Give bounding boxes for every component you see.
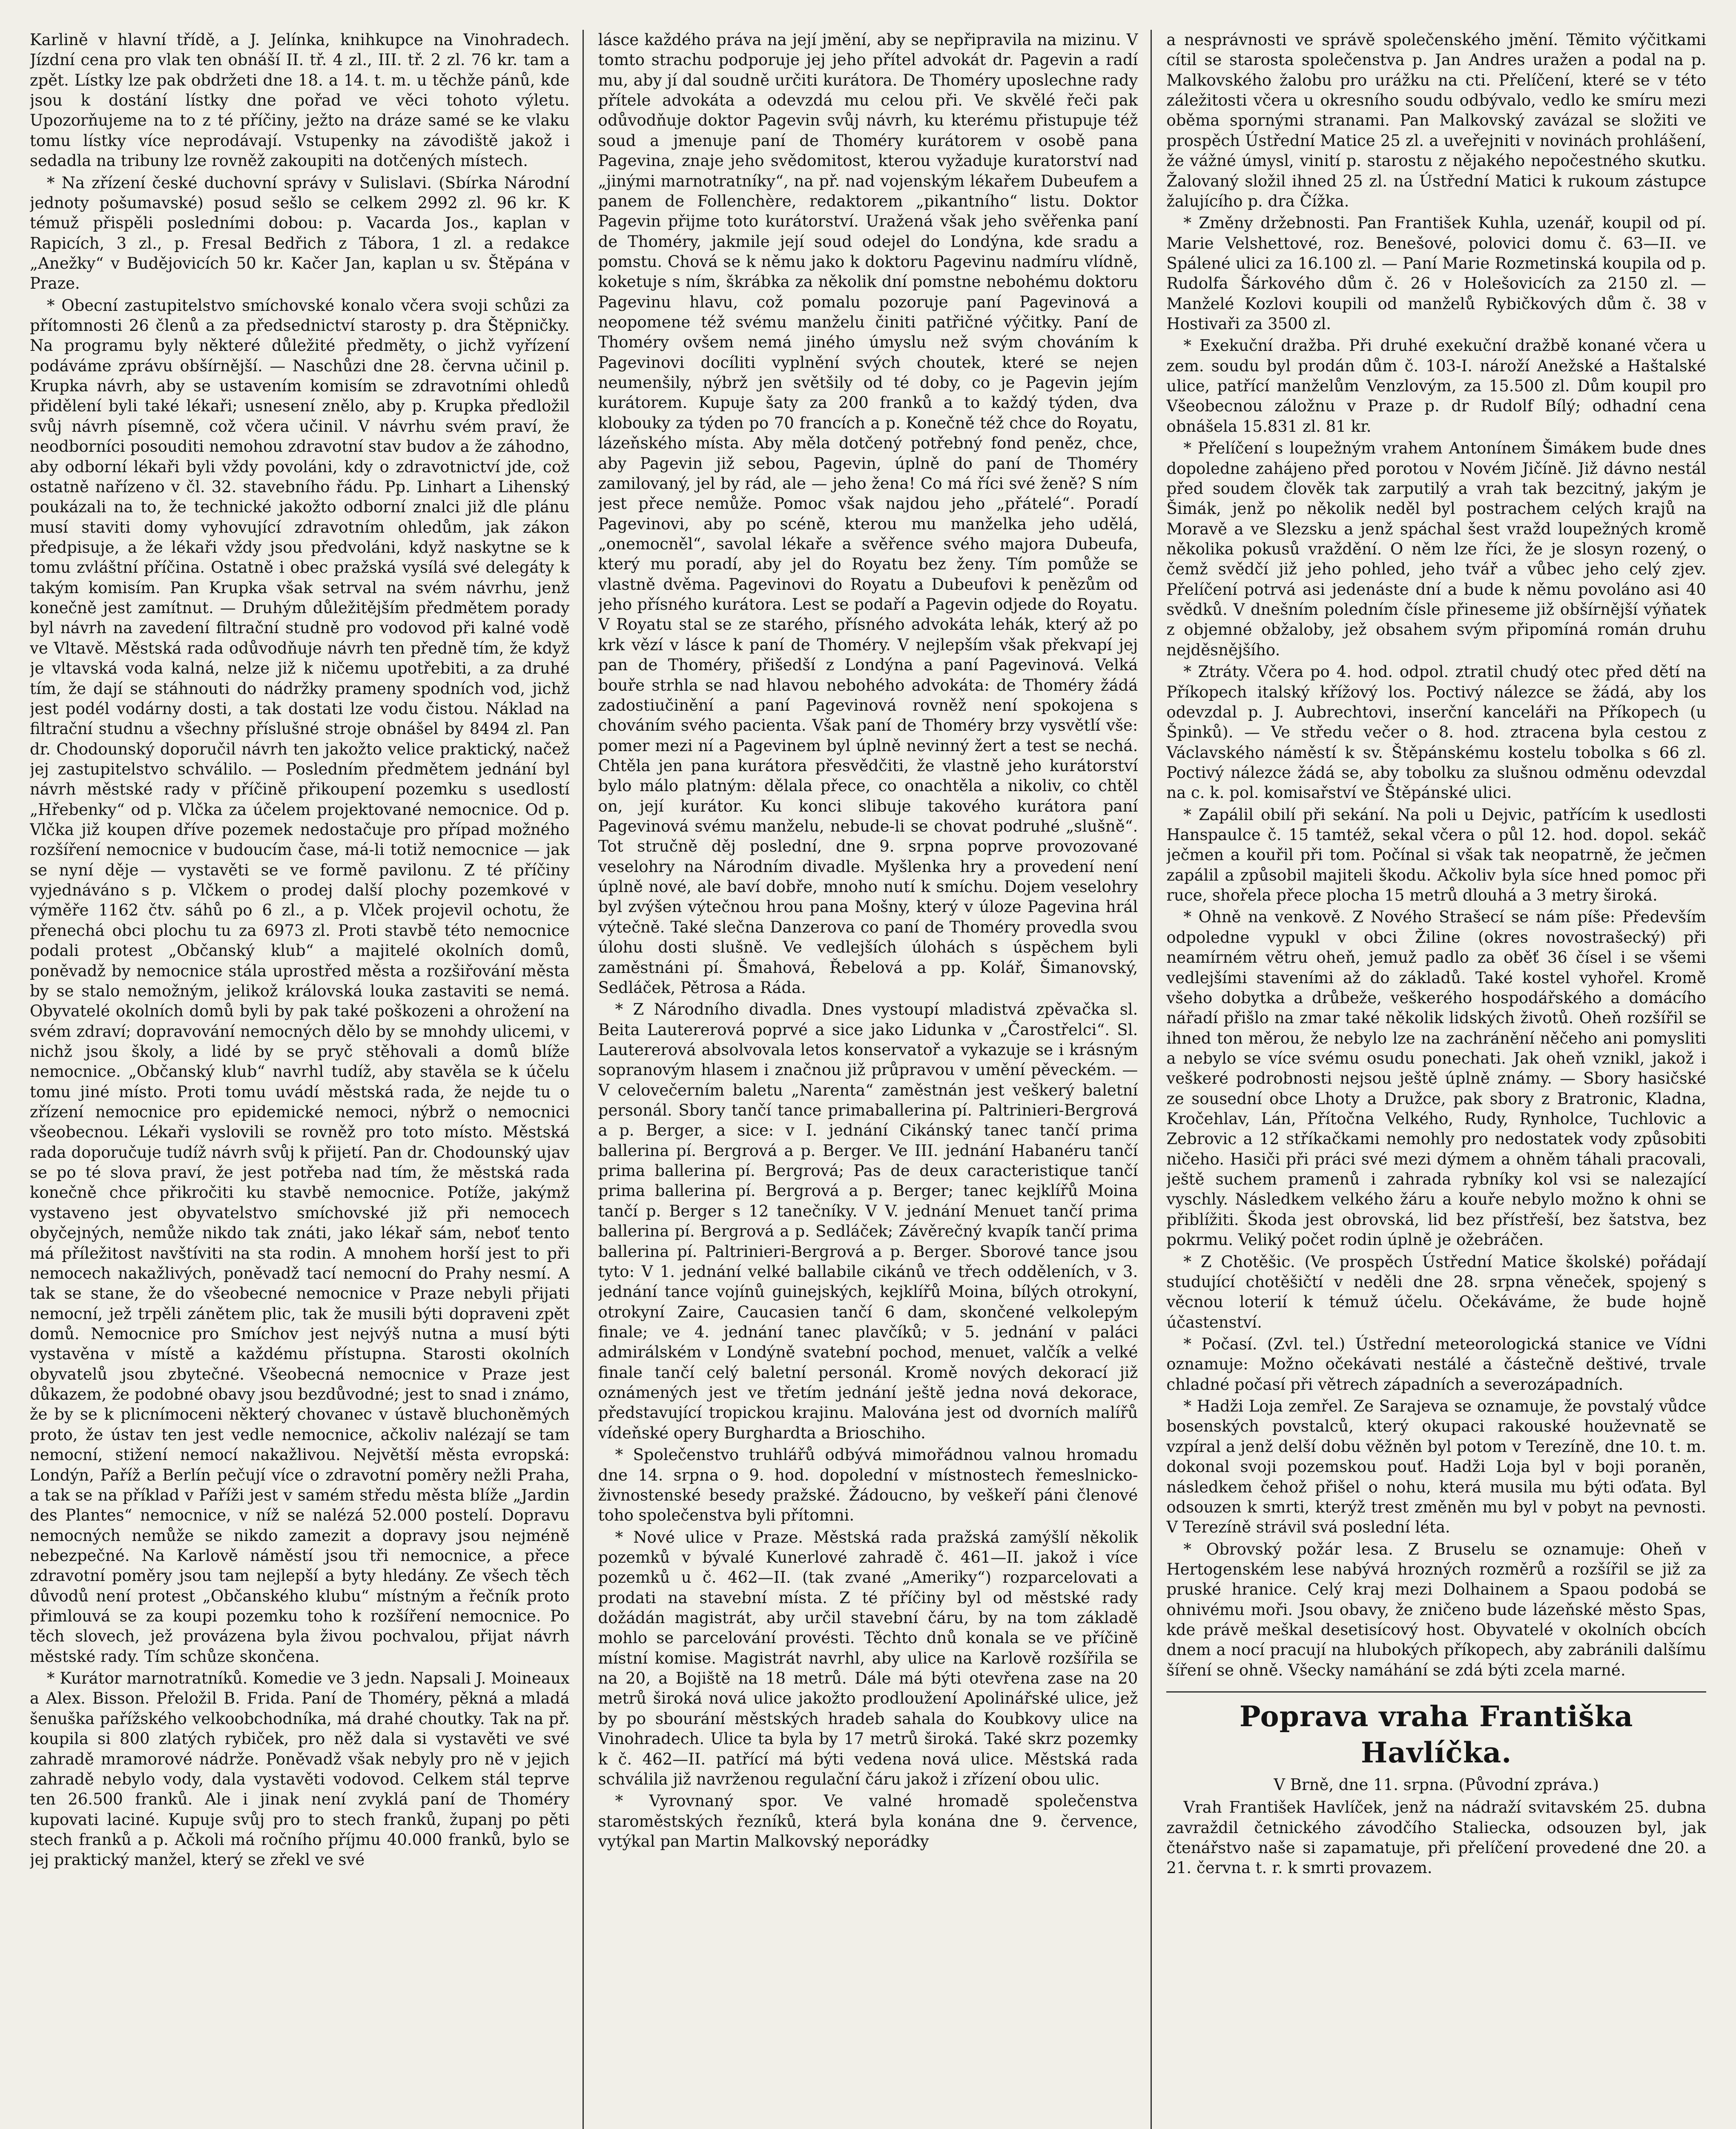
- article-paragraph: * Počasí. (Zvl. tel.) Ústřední meteorologická stanice ve Vídni oznamuje: Možno očekávati nestálé a částečně deštivé, trvale chladné počasí při větrech západních a severozápadních.: [1166, 1335, 1707, 1394]
- article-paragraph: * Ohně na venkově. Z Nového Strašecí se nám píše: Především odpoledne vypukl v obci Žiline (okres novostrašecký) při neamírném větru oheň, jemuž padlo za oběť 36 čísel i se všemi vedlejšími staveními až do základů. Také kostel vyhořel. Kromě všeho dobytka a drůbeže, veškerého hospodářského a domácího nářadí přišlo na zmar také několik lidských životů. Oheň rozšířil se ihned ton měrou, že nebylo lze na zachránění něčeho ani pomysliti a nebylo se více svému osudu ponechati. Jak oheň vznikl, jakož i veškeré podrobnosti nejsou ještě úplně známy. — Sbory hasičské ze sousední obce Lhoty a Družce, pak sbory z Bratronic, Kladna, Kročehlav, Lán, Přítočna Velkého, Rudy, Rynholce, Tuchlovic a Zebrovic a 12 stříkačkami nemohly pro nedostatek vody způsobiti ničeho. Hasiči při práci své mezi dýmem a ohněm táhali pracovali, ještě suchem pramenů i zahrada rybníky kol vsi se nalezající vyschly. Následkem velkého žáru a kouře nebylo možno k ohni se přiblížiti. Škoda jest obrovská, lid bez přístřeší, bez šatstva, bez pokrmu. Veliký počet rodin úplně je ožebráčen.: [1166, 908, 1707, 1249]
- article-paragraph: * Obecní zastupitelstvo smíchovské konalo včera svoji schůzi za přítomnosti 26 členů a za předsednictví starosty p. dra Štěpničky. Na programu byly některé důležité předměty, o jichž vyřízení podáváme zprávu obšírnější. — Naschůzi dne 28. června učinil p. Krupka návrh, aby se ustavením komisím se zdravotními ohledů přidělení byli také lékaři; usnesení znělo, aby p. Krupka předložil svůj návrh písemně, což včera učinil. V návrhu svém praví, že neodborníci posouditi nemohou zdravotní stav budov a že záhodno, aby odborní lékaři byli vždy povoláni, kdy o zdravotnictví jde, což ostatně nařízeno v čl. 32. stavebního řádu. Pp. Linhart a Lihenský poukázali na to, že technické jakožto odborní znalci již dle plánu musí staviti domy vyhovující zdravotním ohledům, jak zákon předpisuje, a že lékaři vždy jsou předvoláni, když naskytne se k tomu zvláštní příčina. Ostatně i obec pražská vysílá své delegáty k takým komisím. Pan Krupka však setrval na svém návrhu, jenž konečně jest zamítnut. — Druhým důležitějším předmětem porady byl návrh na zavedení filtrační studně pro vodovod při kalné vodě ve Vltavě. Městská rada odůvodňuje návrh ten předně tím, že když je vltavská voda kalná, nelze již k ničemu upotřebiti, a za druhé tím, že dají se stáhnouti do nádržky prameny spodních vod, jichž jest podél vodárny dosti, a tak dostati lze vodu čistou. Náklad na filtrační studnu a všechny příslušné stroje obnášel by 8494 zl. Pan dr. Chodounský doporučil návrh ten jakožto velice praktický, načež jej zastupitelstvo schválilo. — Posledním předmětem jednání byl návrh městské rady v příčině přikoupení pozemku s usedlostí „Hřebenky“ od p. Vlčka za účelem projektované nemocnice. Od p. Vlčka již koupen dříve pozemek nedostačuje pro případ možného rozšíření nemocnice v budoucím čase, má-li totiž nemocnice — jak se nyní děje — vystavěti se ve formě pavilonu. Z té příčiny vyjednáváno s p. Vlčkem o prodej další plochy pozemkové v výměře 1162 čtv. sáhů po 6 zl., a p. Vlček projevil ochotu, že přenechá obci plochu tu za 6973 zl. Proti stavbě této nemocnice podali protest „Občanský klub“ a majitelé okolních domů, poněvadž by nemocnice stála uprostřed města a rozšiřování města by se stalo nemožným, jelikož královská louka zastaviti se nemá. Obyvatelé okolních domů byli by pak také poškozeni a ohrožení na svém zdraví; dopravování nemocných dělo by se mnohdy ulicemi, v nichž jsou školy, a lidé by se pryč stěhovali a domů blíže nemocnice. „Občanský klub“ navrhl tudíž, aby stavěla se k účelu tomu jiné místo. Proti tomu uvádí městská rada, že nejde tu o zřízení nemocnice pro epidemické nemoci, nýbrž o nemocnici všeobecnou. Lékaři vyslovili se rovněž pro toto místo. Městská rada doporučuje tudíž návrh svůj k přijetí. Pan dr. Chodounský ujav se po té slova praví, že jest potřeba nad tím, že městská rada konečně chce přikročiti ku stavbě nemocnice. Potíže, jakýmž vystaveno jest obyvatelstvo smíchovské již při nemocech obyčejných, nemůže nikdo tak znáti, jako lékař sám, neboť tento má příležitost navštíviti na sta rodin. A mnohem horší jest to při nemocech nakažlivých, poněvadž tací nemocní do Prahy nesmí. A tak se stane, že do všeobecné nemocnice v Praze nebyli přijati nemocní, jež trpěli zánětem plic, tak že musili býti dopraveni zpět domů. Nemocnice pro Smíchov jest nejvýš nutna a musí býti vystavěna v místě a každému přístupna. Starosti okolních obyvatelů jsou zbytečné. Všeobecná nemocnice v Praze jest důkazem, že podobné obavy jsou bezdůvodné; jest to snad i známo, že by se k plicnímoceni některý chovanec v ústavě bluchoněmých proto, že ústav ten jest vedle nemocnice, ačkoliv nalézají se tam nemocní, stižení nemocí nakažlivou. Největší města evropská: Londýn, Paříž a Berlín pečují více o zdravotní poměry nežli Praha, a tak se na příklad v Paříži jest v samém středu města blíže „Jardin des Plantes“ nemocnice, v níž se nalézá 52.000 postelí. Dopravu nemocných nemůže se nikdo zamezit a dopravy jsou nejméně nebezpečné. Na Karlově náměstí jsou tři nemocnice, a přece zdravotní poměry jsou tam nejlepší a byty hledány. Ze všech těch důvodů není protest „Občanského klubu“ místným a řečník proto přimlouvá se za koupi pozemku toho k rozšíření nemocnice. Po těch slovech, jež provázena byla živou pochvalou, přijat návrh městské rady. Tím schůze skončena.: [30, 296, 570, 1666]
- column-right: [1166, 30, 1706, 2129]
- article-paragraph: * Obrovský požár lesa. Z Bruselu se oznamuje: Oheň v Hertogenském lese nabývá hrozných rozměrů a rozšířil se již za pruské hranice. Celý kraj mezi Dolhainem a Spaou podobá se ohnivému moři. Jsou obavy, že zničeno bude lázeňské město Spas, kde právě meškal desetisícový host. Obyvatelé v okolních obcích dnem a nocí pracují na hlubokých příkopech, aby zabránili dalšímu šíření se ohně. Všecky namáhání se zdá býti zcela marné.: [1166, 1540, 1707, 1679]
- article-dateline: V Brně, dne 11. srpna. (Původní zpráva.): [1274, 1776, 1599, 1794]
- column-middle: [598, 30, 1152, 2129]
- article-paragraph: lásce každého práva na její jmění, aby se nepřipravila na mizinu. V tomto strachu podporuje jej jeho přítel advokát dr. Pagevin a radí mu, aby jí dal soudně určiti kurátora. De Thoméry uposlechne rady přítele advokáta a odevzdá mu celou při. Ve skvělé řeči pak odůvodňuje doktor Pagevin svůj návrh, ku kterému přistupuje též soud a jmenuje paní de Thoméry kurátorem v osobě pana Pagevina, znaje jeho svědomitost, kterou vyžaduje kuratorství nad „jinými marnotratníky“, na př. nad vojenským lékařem Dubeufem a panem de Follenchère, redaktorem „pikantního“ listu. Doktor Pagevin přijme toto kurátorství. Uražená však jeho svěřenka paní de Thoméry, jakmile její soud odejel do Londýna, kde sradu a pomstu. Chová se k němu jako k doktoru Pagevinu nadmíru vlídně, koketuje s ním, škrábka za několik dní pomstne nebohému doktoru Pagevinu hlavu, což pomalu pozoruje paní Pagevinová a neopomene též svému manželu činiti patřičné výčitky. Paní de Thoméry ovšem nemá jiného úmyslu než svým chováním k Pagevinovi docíliti vyplnění svých choutek, které se nejen neumenšily, nýbrž jen světšily od té doby, co je Pagevin jejím kurátorem. Kupuje šaty za 200 franků a to každý týden, dva klobouky za týden po 70 francích a p. Konečně též chce do Royatu, lázeňského místa. Aby měla dotčený potřebný fond peněz, chce, aby Pagevin již sebou, Pagevin, úplně do paní de Thoméry zamilovaný, jel by rád, ale — jeho žena! Co má říci své ženě? S ním jest přece nemůže. Pomoc však najdou jeho „přátelé“. Poradí Pagevinovi, aby po scéně, kterou mu manželka jeho udělá, „onemocněl“, savolal lékaře a svěřence svého majora Dubeufa, který mu poradí, aby jel do Royatu bez ženy. Tím pomůže se vlastně dvěma. Pagevinovi do Royatu a Dubeufovi k penězům od jeho přísného kurátora. Lest se podaří a Pagevin odjede do Royatu. V Royatu stal se ze starého, přísného advokáta lehák, který až po krk vězí v lásce k paní de Thoméry. V nejlepším však překvapí jej pan de Thoméry, přišedší z Londýna a paní Pagevinová. Velká bouře strhla se nad hlavou nebohého advokáta: de Thoméry žádá zadostiučinění a paní Pagevinová rovněž není spokojena s chováním svého pacienta. Však paní de Thoméry brzy vysvětlí vše: pomer mezi ní a Pagevinem byl úplně nevinný žert a test se nechá. Chtěla jen pana kurátora přesvědčiti, že vlastně jeho kurátorství bylo málo platným: dělala přece, co onachtěla a nikoliv, co chtěl on, její kurátor. Ku konci slibuje takového kurátora paní Pagevinová svému manželu, nebude-li se chovat podruhé „slušně“. Tot stručně děj poslední, dne 9. srpna poprve provozované veselohry na Národním divadle. Myšlenka hry a provedení není úplně nové, ale baví dobře, mnoho nutí k smíchu. Dojem veselohry byl zvýšen výtečnou hrou pana Mošny, který v úloze Pagevina hrál výtečně. Také slečna Danzerova co paní de Thoméry provedla svou úlohu dosti slušně. Ve vedlejších úlohách s úspěchem byli zaměstnáni pí. Šmahová, Řebelová a pp. Kolář, Šimanovský, Sedláček, Pětrosa a Ráda.: [598, 31, 1138, 997]
- article-paragraph: * Ztráty. Včera po 4. hod. odpol. ztratil chudý otec před dětí na Příkopech italský křížový los. Poctivý nálezce se žádá, aby los odevzdal p. J. Aubrechtovi, inserční kanceláři na Příkopech (u Špinků). — Ve středu večer o 8. hod. ztracena byla cestou z Václavského náměstí k sv. Štěpánskému kostelu tobolka s 66 zl. Poctivý nálezce žádá se, aby tobolku za slušnou odměnu odevzdal na c. k. pol. komisařství ve Štěpánské ulici.: [1166, 663, 1707, 802]
- text-columns: [30, 30, 1706, 2129]
- column-left: [30, 30, 584, 2129]
- article-paragraph: * Kurátor marnotratníků. Komedie ve 3 jedn. Napsali J. Moineaux a Alex. Bisson. Přeložil B. Frida. Paní de Thoméry, pěkná a mladá šenuška pařížského velkoobchodníka, má drahé choutky. Tak na př. koupila si 800 zlatých rybiček, pro něž dala si vystavěti ve své zahradě mramorové nádrže. Poněvadž však nebyly pro ně v jejich zahradě nebylo vody, dala vystavěti vodovod. Celkem stál teprve ten 26.500 franků. Ale i jinak není zvyklá paní de Thoméry kupovati laciné. Kupuje svůj pro to stech franků, županj po pěti stech franků a p. Ačkoli má ročního příjmu 40.000 franků, bylo se jej praktický manžel, který se zřekl ve své: [30, 1669, 570, 1869]
- article-paragraph: * Společenstvo truhlářů odbývá mimořádnou valnou hromadu dne 14. srpna o 9. hod. dopolední v místnostech řemeslnicko-živnostenské besedy pražské. Žádoucno, by veškeří páni členové toho společenstva byli přítomni.: [598, 1446, 1138, 1525]
- article-paragraph: * Z Chotěšic. (Ve prospěch Ústřední Matice školské) pořádají studující chotěšičtí v neděli dne 28. srpna věneček, spojený s věcnou loterií k témuž účelu. Očekáváme, že bude hojně účastenství.: [1166, 1252, 1707, 1331]
- article-paragraph: * Na zřízení české duchovní správy v Sulislavi. (Sbírka Národní jednoty pošumavské) posud sešlo se celkem 2992 zl. 96 kr. K témuž přispěli posledními dobou: p. Vacarda Jos., kaplan v Rapicích, 3 zl., p. Fresal Bedřich z Tábora, 1 zl. a redakce „Anežky“ v Budějovicích 50 kr. Kačer Jan, kaplan u sv. Štěpána v Praze.: [30, 173, 570, 293]
- article-headline: Poprava vraha Františka Havlíčka.: [1166, 1691, 1706, 1770]
- article-paragraph: Karlině v hlavní třídě, a J. Jelínka, knihkupce na Vinohradech. Jízdní cena pro vlak ten obnáší II. tř. 4 zl., III. tř. 2 zl. 76 kr. tam a zpět. Lístky lze pak obdržeti dne 18. a 14. t. m. u těchže pánů, kde jsou k dostání lístky dne pořad ve věci tohoto výletu. Upozorňujeme na to z té příčiny, ježto na dráze samé se ke vlaku tomu lístky více neprodávají. Vstupenky na závodiště jakož i sedadla na tribuny lze rovněž zakoupiti na dotčených místech.: [30, 31, 570, 170]
- article-paragraph: * Přelíčení s loupežným vrahem Antonínem Šimákem bude dnes dopoledne zahájeno před porotou v Novém Jičíně. Již dávno nestál před soudem člověk tak zarputilý a vrah tak bezcitný, jakým je Šimák, jenž po několik neděl byl postrachem celých krajů na Moravě a ve Slezsku a jenž spáchal šest vražd loupežných kromě několika pokusů vraždění. O něm lze říci, že je slosyn rozený, o čemž svědčí již jeho pohled, jeho tvář a vůbec jeho celý zjev. Přelíčení potrvá asi jedenáste dní a bude k němu povoláno asi 40 svědků. V dnešním poledním čísle přineseme již obšírnější výňatek z objemné obžaloby, jež obsahem svým připomíná román druhu nejděsnějšího.: [1166, 439, 1707, 659]
- article-paragraph: * Z Národního divadla. Dnes vystoupí mladistvá zpěvačka sl. Beita Lautererová poprvé a sice jako Lidunka v „Čarostřelci“. Sl. Lautererová absolvovala letos konservatoř a vykazuje se i krásným sopranovým hlasem i značnou již průpravou v umění pěveckém. — V celovečerním baletu „Narenta“ zaměstnán jest veškerý baletní personál. Sbory tančí tance primaballerina pí. Paltrinieri-Bergrová a p. Berger, a sice: v I. jednání Cikánský tanec tančí prima ballerina pí. Bergrová a p. Berger. Ve III. jednání Habanéru tančí prima ballerina pí. Bergrová; Pas de deux caracteristique tančí prima ballerina pí. Bergrová a p. Berger; tanec kejklířů Moina tančí p. Berger s 12 tanečníky. V V. jednání Menuet tančí prima ballerina pí. Bergrová a p. Sedláček; Závěrečný kvapík tančí prima ballerina pí. Paltrinieri-Bergrová a p. Berger. Sborové tance jsou tyto: V 1. jednání velké ballabile cikánů ve třech odděleních, v 3. jednání tance vojínů guinejských, kejklířů Moina, bílých otrokyní, otrokyní Zaire, Caucasien tančí 6 dam, skončené velkolepým finale; ve 4. jednání tanec plavčíků; v 5. jednání v paláci admirálském v Londýně svatební pochod, menuet, valčík a velké finale tančí celý baletní personál. Kromě nových dekorací již oznámených jest ve třetím jednání ještě jedna nová dekorace, představující tropickou krajinu. Malována jest od dvorních malířů vídeňské opery Burghardta a Brioschiho.: [598, 1000, 1138, 1442]
- article-paragraph: a nesprávnosti ve správě společenského jmění. Těmito výčitkami cítil se starosta společenstva p. Jan Andres uražen a podal na p. Malkovského žalobu pro urážku na cti. Přelíčení, které se v této záležitosti včera u okresního soudu odbývalo, vedlo ke smíru mezi oběma spornými stranami. Pan Malkovský zavázal se složiti ve prospěch Ústřední Matice 25 zl. a uveřejniti v novinách prohlášení, že vážné úmysl, vinití p. starostu z nějakého nepočestného skutku. Žalovaný složil ihned 25 zl. na Ústřední Matici k rukoum zástupce žalujícího p. dra Čížka.: [1166, 31, 1707, 210]
- article-paragraph: * Nové ulice v Praze. Městská rada pražská zamýšlí několik pozemků v bývalé Kunerlové zahradě č. 461—II. jakož i více pozemků u č. 462—II. (tak zvané „Ameriky“) rozparcelovati a prodati na stavební místa. Z té příčiny byl od městské rady dožádán magistrát, aby určil stavební čáru, by na tom základě mohlo se parcelování provésti. Těchto dnů konala se ve příčině místní komise. Magistrát navrhl, aby ulice na Karlově rozšířila se na 20, a Bojiště na 18 metrů. Dále má býti otevřena zase na 20 metrů široká nová ulice jakožto prodloužení Apolinářské ulice, jež by po sbourání městských hradeb sahala do Koubkovy ulice na Vinohradech. Ulice ta byla by 17 metrů široká. Také skrz pozemky k č. 462—II. patřící má býti vedena nová ulice. Městská rada schválila již navrženou regulační čáru jakož i zřízení obou ulic.: [598, 1528, 1138, 1788]
- article-paragraph: * Exekuční dražba. Při druhé exekuční dražbě konané včera u zem. soudu byl prodán dům č. 103-I. nároží Anežské a Haštalské ulice, patřící manželům Venzlovým, za 15.500 zl. Dům koupil pro Všeobecnou záložnu v Praze p. dr Rudolf Bílý; odhadní cena obnášela 15.831 zl. 81 kr.: [1166, 336, 1707, 436]
- article-paragraph: * Vyrovnaný spor. Ve valné hromadě společenstva staroměstských řezníků, která byla konána dne 9. července, vytýkal pan Martin Malkovský neporádky: [598, 1792, 1138, 1851]
- article-paragraph: * Hadži Loja zemřel. Ze Sarajeva se oznamuje, že povstalý vůdce bosenských povstalců, který okupaci rakouské houževnatě se vzpíral a jenž delší dobu věžněn byl potom v Terezíně, dne 10. t. m. dokonal svoji pozemskou pouť. Hadži Loja byl v boji poraněn, následkem čehož přišel o nohu, která musila mu býti oďata. Byl odsouzen k smrti, kterýž trest změněn mu byl v pobyt na pevnosti. V Terezíně strávil svá poslední léta.: [1166, 1397, 1707, 1537]
- article-paragraph: * Změny držebnosti. Pan František Kuhla, uzenář, koupil od pí. Marie Velshettové, roz. Benešové, polovici domu č. 63—II. ve Spálené ulici za 16.100 zl. — Paní Marie Rozmetinská koupila od p. Rudolfa Šárkového dům č. 26 v Holešovicích za 2150 zl. — Manželé Kozlovi koupili od manželů Rybičkových dům č. 38 v Hostivaři za 3500 zl.: [1166, 214, 1707, 333]
- article-paragraph: * Zapálil obilí při sekání. Na poli u Dejvic, patřícím k usedlosti Hanspaulce č. 15 tamtéž, sekal včera o půl 12. hod. dopol. sekáč ječmen a kouřil při tom. Počínal si však tak neopatrně, že ječmen zapálil a způsobil majiteli škodu. Ačkoliv byla síce hned pomoc při ruce, shořela přece plocha 15 metrů dlouhá a 3 metry široká.: [1166, 805, 1707, 905]
- article-paragraph: Vrah František Havlíček, jenž na nádraží svitavském 25. dubna zavraždil četnického závodčího Staliecka, odsouzen byl, jak čtenářstvo naše si zapamatuje, při přelíčení provedené dne 20. a 21. června t. r. k smrti provazem.: [1166, 1798, 1707, 1877]
